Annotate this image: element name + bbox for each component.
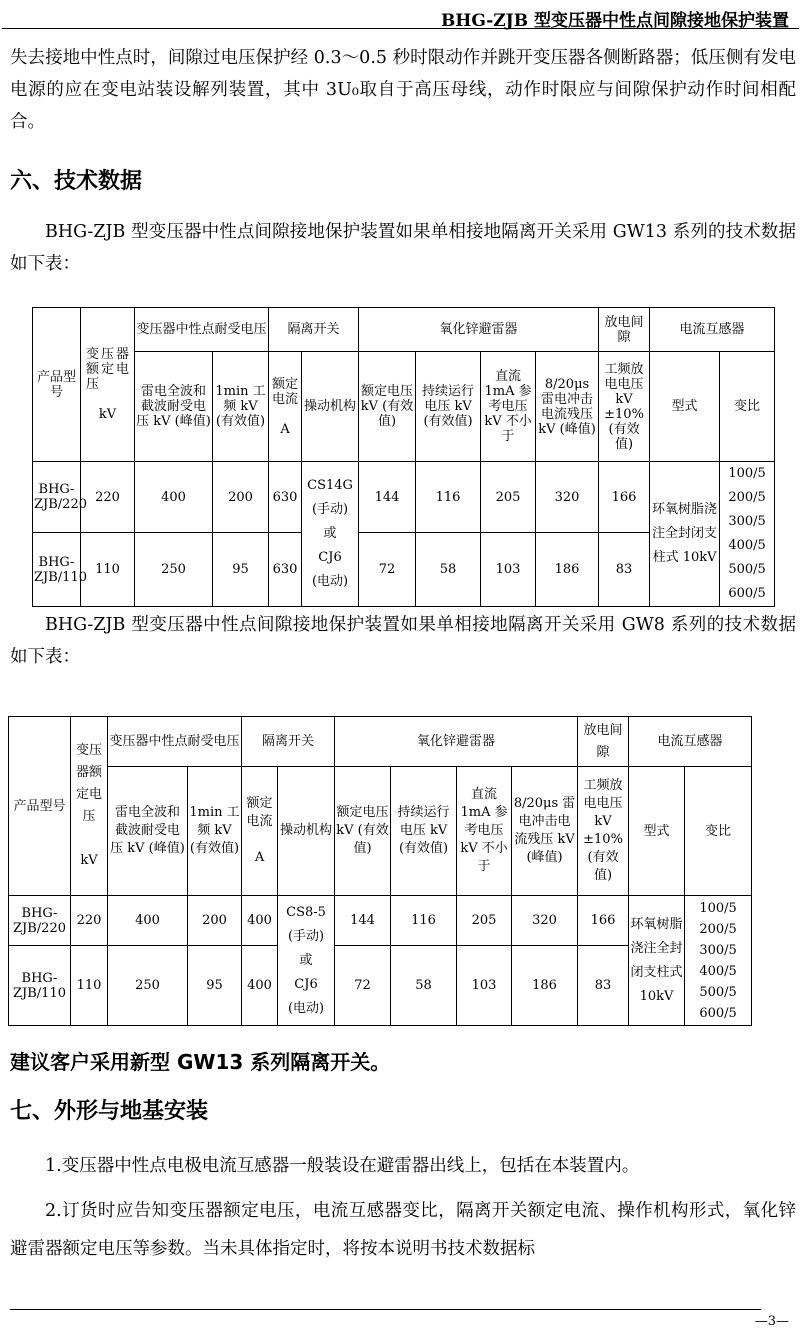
th-power-freq-withstand: 1min 工频 kV (有效值) — [188, 767, 242, 896]
cell-ct-ratios: 100/5 200/5 300/5 400/5 500/5 600/5 — [720, 462, 775, 607]
th-lightning-withstand: 雷电全波和截波耐受电压 kV (峰值) — [135, 352, 213, 462]
cell-arr-residual: 186 — [536, 533, 599, 607]
th-gap-voltage: 工频放电电压 kV ±10% (有效值) — [578, 767, 629, 896]
cell-current: 630 — [269, 462, 302, 533]
th-arr-residual: 8/20μs 雷电冲击电流残压 kV (峰值) — [512, 767, 578, 896]
table-row — [9, 896, 752, 946]
cell-transformer-kv: 220 — [71, 896, 108, 946]
th-arrester: 氧化锌避雷器 — [335, 717, 578, 767]
th-gap-voltage: 工频放电电压 kV ±10% (有效值) — [599, 352, 650, 462]
th-ct-type: 型式 — [629, 767, 685, 896]
cell-mechanism: CS8-5 (手动) 或 CJ6 (电动) — [278, 896, 335, 1026]
th-isolator: 隔离开关 — [242, 717, 335, 767]
gw8-spec-table — [8, 716, 752, 1026]
th-gap: 放电间隙 — [599, 308, 650, 352]
th-ct: 电流互感器 — [629, 717, 752, 767]
cell-gap: 83 — [578, 946, 629, 1026]
gw13-intro-paragraph: BHG-ZJB 型变压器中性点间隙接地保护装置如果单相接地隔离开关采用 GW13 系列的技术数据如下表： — [10, 222, 796, 274]
cell-arr-rated: 144 — [335, 896, 391, 946]
cell-lightning: 250 — [108, 946, 188, 1026]
cell-current: 400 — [242, 896, 278, 946]
header-title: BHG-ZJB 型变压器中性点间隙接地保护装置 — [440, 11, 789, 31]
gw8-intro-paragraph: BHG-ZJB 型变压器中性点间隙接地保护装置如果单相接地隔离开关采用 GW8 系列的技术数据如下表： — [10, 615, 796, 667]
section-6-heading: 六、技术数据 — [10, 169, 143, 194]
intro-paragraph: 失去接地中性点时，间隙过电压保护经 0.3～0.5 秒时限动作并跳开变压器各侧断路器；低压侧有发电电源的应在变电站装设解列装置，其中 3U₀取自于高压母线，动作时限应与间隙保护动作时间相配合。 — [10, 48, 796, 132]
cell-arr-rated: 72 — [335, 946, 391, 1026]
cell-arr-rated: 144 — [359, 462, 416, 533]
cell-mechanism: CS14G (手动) 或 CJ6 (电动) — [302, 462, 359, 607]
cell-lightning: 400 — [135, 462, 213, 533]
th-arr-rated-voltage: 额定电压 kV (有效值) — [359, 352, 416, 462]
th-neutral-withstand: 变压器中性点耐受电压 — [108, 717, 242, 767]
section-7-heading: 七、外形与地基安装 — [10, 1099, 209, 1124]
th-power-freq-withstand: 1min 工频 kV (有效值) — [213, 352, 269, 462]
th-arr-dc-reference: 直流 1mA 参考电压 kV 不小于 — [481, 352, 536, 462]
gw13-spec-table — [32, 307, 775, 607]
cell-gap: 83 — [599, 533, 650, 607]
cell-arr-residual: 320 — [512, 896, 578, 946]
th-rated-current: 额定电流 A — [242, 767, 278, 896]
cell-model: BHG-ZJB/220 — [9, 896, 71, 946]
cell-arr-dc: 103 — [481, 533, 536, 607]
cell-power-freq: 95 — [213, 533, 269, 607]
cell-model: BHG-ZJB/110 — [33, 533, 81, 607]
cell-ct-type: 环氧树脂浇注全封闭支柱式 10kV — [650, 462, 720, 607]
cell-lightning: 400 — [108, 896, 188, 946]
cell-power-freq: 200 — [213, 462, 269, 533]
cell-transformer-kv: 110 — [81, 533, 135, 607]
cell-arr-continuous: 116 — [416, 462, 481, 533]
cell-transformer-kv: 110 — [71, 946, 108, 1026]
section-7-item-2: 2.订货时应告知变压器额定电压，电流互感器变比，隔离开关额定电流、操作机构形式，氧化锌避雷器额定电压等参数。当未具体指定时，将按本说明书技术数据标 — [10, 1201, 796, 1259]
th-mechanism: 操动机构 — [302, 352, 359, 462]
th-rated-current: 额定电流 A — [269, 352, 302, 462]
cell-arr-dc: 205 — [481, 462, 536, 533]
footer-rule — [10, 1309, 761, 1310]
th-arr-continuous-voltage: 持续运行电压 kV (有效值) — [391, 767, 457, 896]
th-isolator: 隔离开关 — [269, 308, 359, 352]
th-ct-type: 型式 — [650, 352, 720, 462]
cell-transformer-kv: 220 — [81, 462, 135, 533]
cell-model: BHG-ZJB/110 — [9, 946, 71, 1026]
cell-arr-continuous: 58 — [416, 533, 481, 607]
recommendation: 建议客户采用新型 GW13 系列隔离开关。 — [10, 1050, 391, 1074]
cell-ct-type: 环氧树脂浇注全封闭支柱式 10kV — [629, 896, 685, 1026]
th-arrester: 氧化锌避雷器 — [359, 308, 599, 352]
th-transformer-voltage: 变压器额定电压 kV — [81, 308, 135, 462]
th-ct-ratio: 变比 — [685, 767, 752, 896]
cell-arr-residual: 186 — [512, 946, 578, 1026]
page-number: —3— — [754, 1314, 789, 1329]
th-arr-dc-reference: 直流 1mA 参考电压 kV 不小于 — [457, 767, 512, 896]
cell-current: 630 — [269, 533, 302, 607]
cell-arr-dc: 205 — [457, 896, 512, 946]
page-header — [0, 0, 801, 30]
th-model: 产品型号 — [9, 717, 71, 896]
cell-ct-ratios: 100/5 200/5 300/5 400/5 500/5 600/5 — [685, 896, 752, 1026]
cell-arr-dc: 103 — [457, 946, 512, 1026]
th-gap: 放电间隙 — [578, 717, 629, 767]
th-model: 产品型号 — [33, 308, 81, 462]
header-rule — [2, 28, 799, 29]
cell-power-freq: 200 — [188, 896, 242, 946]
cell-gap: 166 — [599, 462, 650, 533]
th-arr-continuous-voltage: 持续运行电压 kV (有效值) — [416, 352, 481, 462]
table-row — [33, 462, 775, 533]
th-lightning-withstand: 雷电全波和截波耐受电压 kV (峰值) — [108, 767, 188, 896]
cell-arr-residual: 320 — [536, 462, 599, 533]
cell-lightning: 250 — [135, 533, 213, 607]
cell-current: 400 — [242, 946, 278, 1026]
th-transformer-voltage: 变压器额定电压 kV — [71, 717, 108, 896]
cell-gap: 166 — [578, 896, 629, 946]
cell-arr-continuous: 116 — [391, 896, 457, 946]
th-ct: 电流互感器 — [650, 308, 775, 352]
th-mechanism: 操动机构 — [278, 767, 335, 896]
cell-arr-continuous: 58 — [391, 946, 457, 1026]
section-7-item-1: 1.变压器中性点电极电流互感器一般装设在避雷器出线上，包括在本装置内。 — [45, 1156, 640, 1176]
cell-arr-rated: 72 — [359, 533, 416, 607]
th-ct-ratio: 变比 — [720, 352, 775, 462]
cell-model: BHG-ZJB/220 — [33, 462, 81, 533]
cell-power-freq: 95 — [188, 946, 242, 1026]
th-arr-residual: 8/20μs 雷电冲击电流残压 kV (峰值) — [536, 352, 599, 462]
th-arr-rated-voltage: 额定电压 kV (有效值) — [335, 767, 391, 896]
th-neutral-withstand: 变压器中性点耐受电压 — [135, 308, 269, 352]
